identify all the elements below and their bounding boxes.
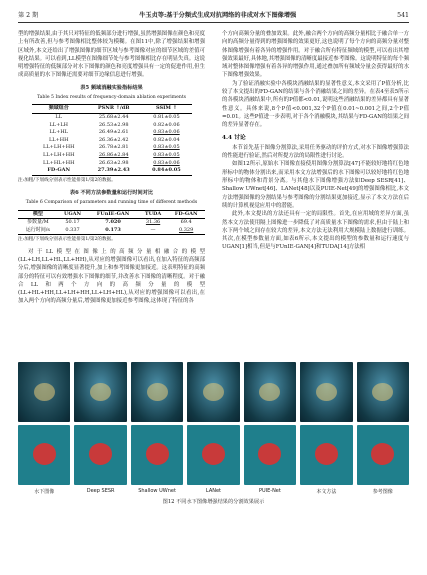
table-cell: 0.82±0.04: [153, 136, 180, 143]
figure-labels: [18, 488, 409, 495]
figure-caption: 图12 不同水下图像增强结果的分割效果展示: [162, 499, 265, 505]
table-header: SSIM ↑: [155, 105, 177, 112]
enhanced-image-tile: [131, 362, 183, 422]
paragraph: 型的增强结果,由于其只对特征的低频部分进行增强,虽然增强图像在颜色和亮度上有所改善,但与参考图像相比整体较为模糊。在图11中,除了增强结果和增强区域外,本文还给出了增强图像的细节区域与参考图像对应的细节区域的差值可视化结果。可以看到,LL模型在图像细节处与参考图像相比存在明显失真。这说明增强特征的低频部分对水下图像的颜色和亮度增强具有一定的促进作用,但生成高质量的水下图像还需要对细节边缘信息进行增强。: [18, 31, 205, 79]
table5-caption: 表5 频域消融实验指标结果: [80, 84, 143, 91]
table-cell: 0.83±0.05: [153, 151, 180, 158]
segmentation-tile: [187, 425, 239, 485]
object-shape: [34, 383, 55, 401]
table-cell: 0.83±0.05: [153, 144, 180, 151]
table-cell: LL+HH: [48, 136, 69, 143]
enhanced-image-tile: [187, 362, 239, 422]
table-header: FD-GAN: [174, 210, 198, 217]
table-cell: 31.36: [145, 219, 161, 226]
table-cell: FD-GAN: [47, 167, 71, 174]
table-row: [32, 122, 192, 130]
table6-caption-en: Table 6 Comparison of parameters and running time of different methods: [25, 200, 198, 206]
paragraph: 如图12所示,原始水下图像直接使用图像分割算法[47]不能较好地将红色地形标中的物体分割出来,而采用本文方法增强后的水下图像可以较好地将红色地形标中的物体和背景分离。与其他水下图像增强方法如Deep SESR[41]、Shallow UWnet[46]、LANet[48]以及PUIE-Net[49]的增强图像相比,本文方法增强图像的分割结果与参考图像的分割结果更加接近,显示了本文方法在后续的计算机视觉应用中的潜能。: [222, 161, 409, 209]
table-cell: 0.337: [65, 226, 80, 233]
enhanced-image-tile: [244, 362, 296, 422]
table-header: FUnIE-GAN: [96, 210, 130, 217]
table6-caption: 表6 不同方法参数量和运行时间对比: [69, 190, 154, 197]
table-cell: 运行时间/s: [25, 226, 50, 233]
table-cell: 25.68±2.44: [98, 113, 129, 120]
table5: [32, 104, 192, 175]
table-cell: 26.36±2.42: [98, 136, 129, 143]
enhanced-image-tile: [74, 362, 126, 422]
table-cell: 26.49±2.61: [98, 129, 129, 136]
table5-note: 注:加粗/下划线分别表示性能排第1/第2的数据。: [18, 177, 116, 183]
segmented-object: [33, 443, 56, 465]
table6: [18, 210, 205, 236]
segmented-object: [315, 443, 338, 465]
table-cell: 0.83±0.06: [153, 129, 180, 136]
table-cell: LL: [55, 113, 63, 120]
table-cell: 26.53±2.98: [98, 121, 129, 128]
figure-label: 参考图像: [372, 489, 393, 495]
figure-12: [18, 362, 409, 505]
figure-label: Shallow UWnet: [138, 488, 176, 494]
table-row: [32, 160, 192, 168]
table-cell: —: [150, 226, 156, 233]
segmented-object: [146, 443, 169, 465]
table5-caption-en: Table 5 Index results of frequency-domain ablation experiments: [36, 95, 187, 101]
table-row: [32, 129, 192, 137]
table-header: 模型: [32, 210, 43, 217]
figure-label: Deep SESR: [86, 488, 115, 494]
figure-label: PUIE-Net: [258, 488, 281, 494]
object-shape: [203, 383, 224, 401]
paragraph: 对于LL模型在图像上的高频分量相融合的模型(LL+LH,LL+HL,LL+HH),从对应的增强图像可以看出,在加入特征的高频部分后,增强图像的清晰度显著提升,加上和参考图像更加接近。这表明特征的高频部分的特征可以有效增强水下图像的细节,并改善水下图像的清晰程度。对于融合LL和两个方向的高频分量的模型(LL+HL+HH,LL+LH+HH,LL+LH+HL),从对应的增强图像可以看出,在加入两个方向的高频分量后,增强图像更加接近参考图像,这体现了特征的各: [18, 248, 205, 305]
table-cell: 27.39±2.43: [97, 167, 130, 174]
table-cell: 50.17: [65, 219, 80, 226]
segmented-object: [371, 443, 394, 465]
segmentation-tile: [357, 425, 409, 485]
segmented-object: [89, 443, 112, 465]
table6-note: 注:加粗/下划线分别表示性能排第1/第2的数据。: [18, 237, 116, 243]
segmented-object: [202, 443, 225, 465]
segmentation-tile: [18, 425, 70, 485]
table-header: UGAN: [63, 210, 82, 217]
table-cell: 26.86±2.84: [98, 151, 129, 158]
section-heading: 4.4 讨论: [222, 134, 246, 141]
table-cell: 26.78±2.81: [98, 144, 129, 151]
object-shape: [259, 383, 280, 401]
table-cell: LL+LH+HH: [43, 144, 75, 151]
table-cell: 0.84±0.05: [152, 167, 181, 174]
paragraph: 此外,本文提出的方法还具有一定的局限性。首先,在应用域的差异方面,虽然本文方法使用隔上图像进一步降低了对高质量水下图像的需求,但由于陆上和水下两个域之间存在较大的差异,本文方法无法利用大规模陆上数据进行训练。其次,在模型参数量方面,如表6所示,本文提出的模型的参数量和运行速度与UGAN[1]相当,但是与FUnIE-GAN[4]和TUDA[14]方法相: [222, 211, 409, 251]
paragraph: 本节首先基于图像分割算法,采用任务驱动的评价方式,对水下图像增强算法的性能进行验证,然后对所提方法的局限性进行讨论。: [222, 144, 409, 160]
table-cell: 69.4: [180, 219, 192, 226]
table-cell: 0.81±0.05: [153, 113, 180, 120]
running-header: [18, 10, 409, 23]
table-row: [18, 227, 205, 235]
page-number: 541: [397, 12, 409, 19]
table-row: [32, 152, 192, 160]
table-header: PSNR ↑/dB: [97, 105, 130, 112]
right-column: [222, 30, 409, 252]
enhanced-image-tile: [18, 362, 70, 422]
figure-row-segmentation: [18, 425, 409, 485]
enhanced-image-tile: [357, 362, 409, 422]
table-cell: 26.63±2.98: [98, 159, 129, 166]
table-header: 频域组合: [48, 105, 69, 112]
table-cell: 0.83±0.06: [153, 159, 180, 166]
table-cell: 参数量/M: [26, 219, 49, 226]
table-row: [32, 137, 192, 145]
table-row: [32, 167, 192, 175]
table-cell: 0.173: [105, 226, 121, 233]
table-cell: LL+LH+HH: [43, 151, 75, 158]
segmentation-tile: [74, 425, 126, 485]
table-cell: 0.329: [178, 226, 194, 233]
segmentation-tile: [244, 425, 296, 485]
object-shape: [90, 383, 111, 401]
segmentation-tile: [131, 425, 183, 485]
table-cell: LL+HL: [49, 129, 68, 136]
figure-label: 水下图像: [34, 489, 55, 495]
table-cell: 0.82±0.06: [153, 121, 180, 128]
figure-label: 本文方法: [316, 489, 337, 495]
table-cell: 7.020: [105, 219, 121, 226]
table-row: [32, 144, 192, 152]
table-header: TUDA: [144, 210, 162, 217]
left-column: [18, 30, 205, 306]
paragraph: 为了验证消融实验中各模块消融结果的显著性意义,本文采用了P值分析,比较了本文提出的FD-GAN的结果与各个消融结果之间的差异。在表4至表5所示的各模块消融结果中,所有的P值都<0.01,说明这些消融结果的差异都具有显著性意义。具体来说,8个P值<0.001,32个P值在0.01~0.001之间,2个P值=0.01。这些P值进一步表明,对于各个消融模块,其结果与FD-GAN的结果之间的差异显著存在。: [222, 80, 409, 129]
object-shape: [316, 383, 337, 401]
segmentation-tile: [300, 425, 352, 485]
table-cell: LL+LH: [49, 121, 68, 128]
issue-number: 第 2 期: [18, 12, 39, 19]
paragraph: 个方向高频分量的叠加效果。此外,融合两个方向的高频分量相比于融合单一方向的高频分量得到的增强图像的效果更好,这也说明了每个方向的高频分量对整体图像增强有着各异的增强作用。对于融合所有特征频域的模型,可以看出其增强效果最好,具体地,其增强图像的清晰度最接近参考图像。这说明特征的每个频域对整体图像增强有着各异的增强作用,通过叠加所有频域分量会获得最好的水下图像增强效果。: [222, 31, 409, 79]
table-row: [18, 219, 205, 227]
table-row: [32, 113, 192, 121]
running-title: 牛玉贞等:基于分频式生成对抗网络的非成对水下图像增强: [139, 12, 297, 19]
enhanced-image-tile: [300, 362, 352, 422]
object-shape: [372, 383, 393, 401]
figure-label: LANet: [205, 488, 222, 494]
table-cell: LL+HL+HH: [43, 159, 75, 166]
segmented-object: [258, 443, 281, 465]
object-shape: [147, 383, 168, 401]
figure-row-enhanced: [18, 362, 409, 422]
